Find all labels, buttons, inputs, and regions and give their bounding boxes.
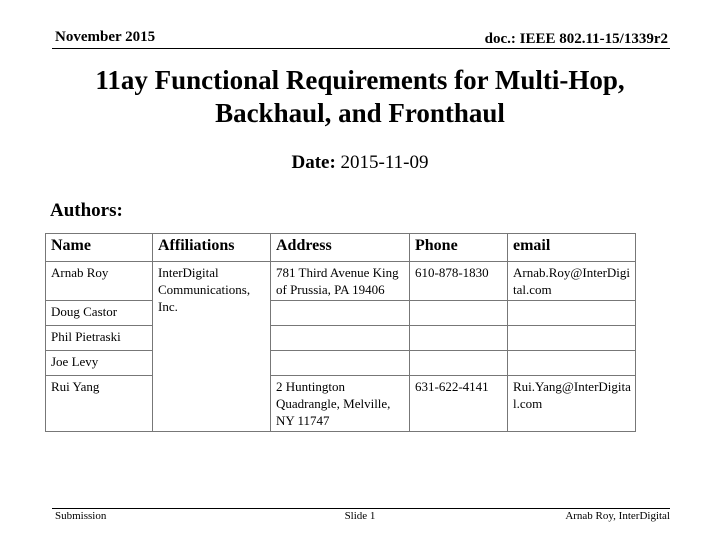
cell-name: Joe Levy [46, 351, 153, 376]
footer-submission: Submission [55, 510, 107, 522]
slide-title: 11ay Functional Requirements for Multi-Hop, Backhaul, and Fronthaul [95, 65, 625, 128]
cell-address [271, 301, 410, 326]
date-line [0, 152, 720, 174]
cell-phone: 610-878-1830 [410, 262, 508, 301]
cell-affiliation: InterDigital Communications, Inc. [153, 262, 271, 432]
col-header-name: Name [46, 234, 153, 262]
cell-address [271, 326, 410, 351]
table-row [46, 262, 636, 301]
date-value: 2015-11-09 [340, 152, 429, 173]
footer-slide-number: Slide 1 [344, 510, 376, 522]
col-header-address: Address [271, 234, 410, 262]
table-row [46, 376, 636, 432]
col-header-affiliations: Affiliations [153, 234, 271, 262]
cell-phone [410, 351, 508, 376]
col-header-phone: Phone [410, 234, 508, 262]
cell-name: Rui Yang [46, 376, 153, 432]
cell-email [508, 301, 636, 326]
col-header-email: email [508, 234, 636, 262]
cell-address: 2 Huntington Quadrangle, Melville, NY 11747 [271, 376, 410, 432]
table-row [46, 326, 636, 351]
header-date: November 2015 [55, 29, 156, 45]
table-header-row [46, 234, 636, 262]
table-row [46, 301, 636, 326]
cell-address [271, 351, 410, 376]
date-label: Date: [291, 152, 336, 173]
cell-name: Arnab Roy [46, 262, 153, 301]
authors-table [45, 233, 636, 432]
header-doc-id: doc.: IEEE 802.11-15/1339r2 [484, 31, 668, 47]
cell-email: Arnab.Roy@InterDigital.com [508, 262, 636, 301]
cell-address: 781 Third Avenue King of Prussia, PA 19406 [271, 262, 410, 301]
cell-email [508, 351, 636, 376]
cell-phone [410, 301, 508, 326]
cell-phone: 631-622-4141 [410, 376, 508, 432]
authors-label: Authors: [50, 200, 123, 221]
cell-email [508, 326, 636, 351]
cell-email: Rui.Yang@InterDigital.com [508, 376, 636, 432]
cell-name: Phil Pietraski [46, 326, 153, 351]
footer-divider [52, 508, 670, 509]
cell-name: Doug Castor [46, 301, 153, 326]
cell-phone [410, 326, 508, 351]
header-divider [52, 48, 670, 49]
table-row [46, 351, 636, 376]
footer-author: Arnab Roy, InterDigital [565, 510, 670, 522]
